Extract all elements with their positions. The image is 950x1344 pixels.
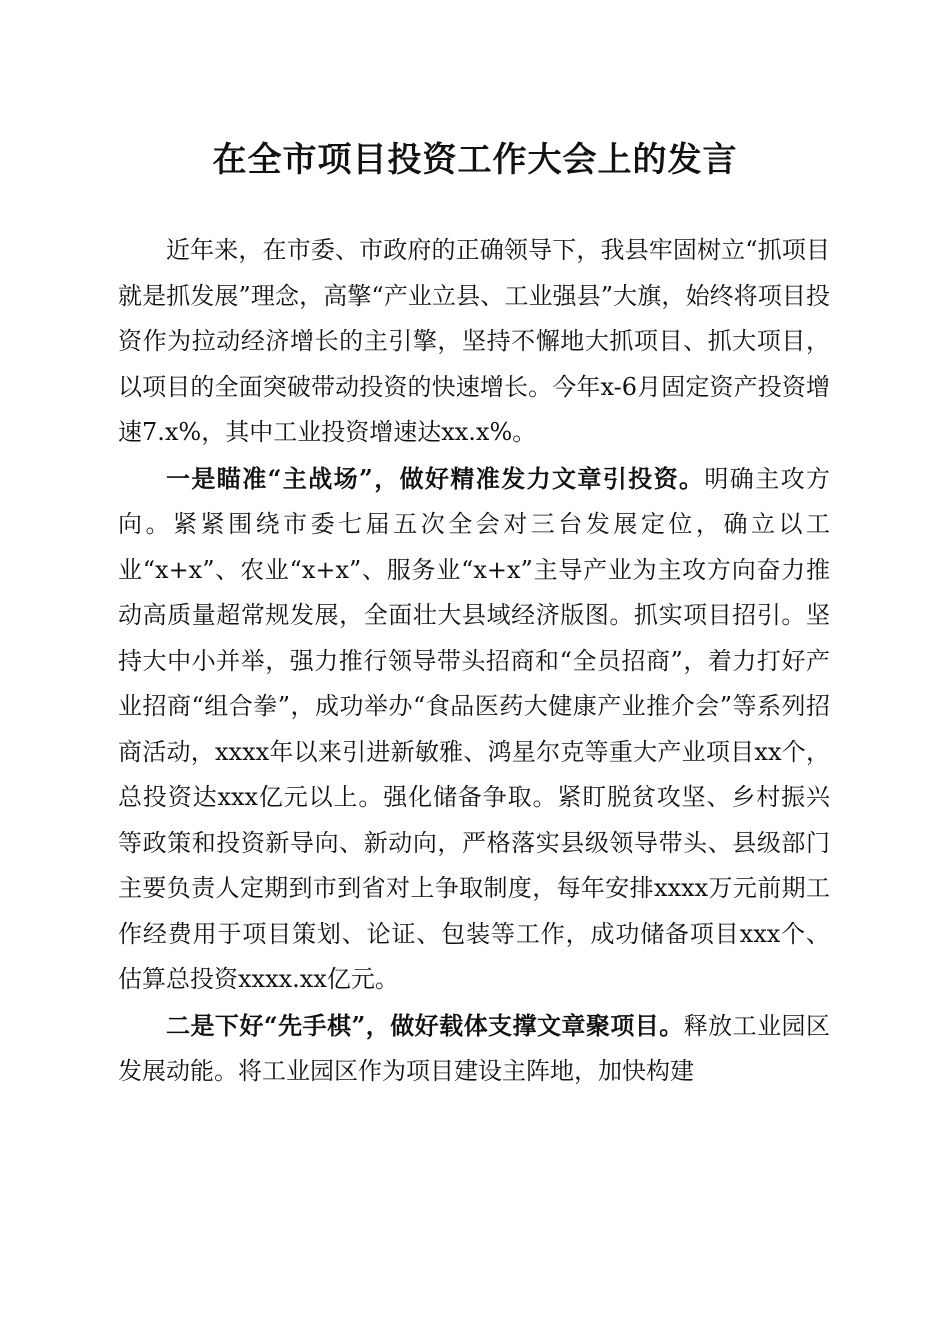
paragraph-text: 近年来，在市委、市政府的正确领导下，我县牢固树立“抓项目就是抓发展”理念，高擎“产业立县、工业强县”大旗，始终将项目投资作为拉动经济增长的主引擎，坚持不懈地大抓项目、抓大项目，以项目的全面突破带动投资的快速增长。今年x-6月固定资产投资增速7.x%，其中工业投资增速达xx.x%。 xyxy=(118,236,830,446)
document-title: 在全市项目投资工作大会上的发言 xyxy=(212,140,738,180)
document-body xyxy=(118,228,830,1095)
paragraph-point-two xyxy=(118,1003,830,1095)
paragraph-lead: 一是瞄准“主战场”，做好精准发力文章引投资。 xyxy=(166,463,705,493)
paragraph-text: 释放工业园区发展动能。将工业园区作为项目建设主阵地，加快构建 xyxy=(118,1011,831,1085)
paragraph-point-one xyxy=(118,456,830,1003)
paragraph-text: 明确主攻方向。紧紧围绕市委七届五次全会对三台发展定位，确立以工业“x+x”、农业“x+x”、服务业“x+x”主导产业为主攻方向奋力推动高质量超常规发展，全面壮大县域经济版图。抓实项目招引。坚持大中小并举，强力推行领导带头招商和“全员招商”，着力打好产业招商“组合拳”，成功举办“食品医药大健康产业推介会”等系列招商活动，xxxx年以来引进新敏雅、鸿星尔克等重大产业项目xx个，总投资达xxx亿元以上。强化储备争取。紧盯脱贫攻坚、乡村振兴等政策和投资新导向、新动向，严格落实县级领导带头、县级部门主要负责人定期到市到省对上争取制度，每年安排xxxx万元前期工作经费用于项目策划、论证、包装等工作，成功储备项目xxx个、估算总投资xxxx.xx亿元。 xyxy=(118,464,831,993)
paragraph-lead: 二是下好“先手棋”，做好载体支撑文章聚项目。 xyxy=(166,1010,684,1040)
paragraph-intro xyxy=(118,228,830,456)
